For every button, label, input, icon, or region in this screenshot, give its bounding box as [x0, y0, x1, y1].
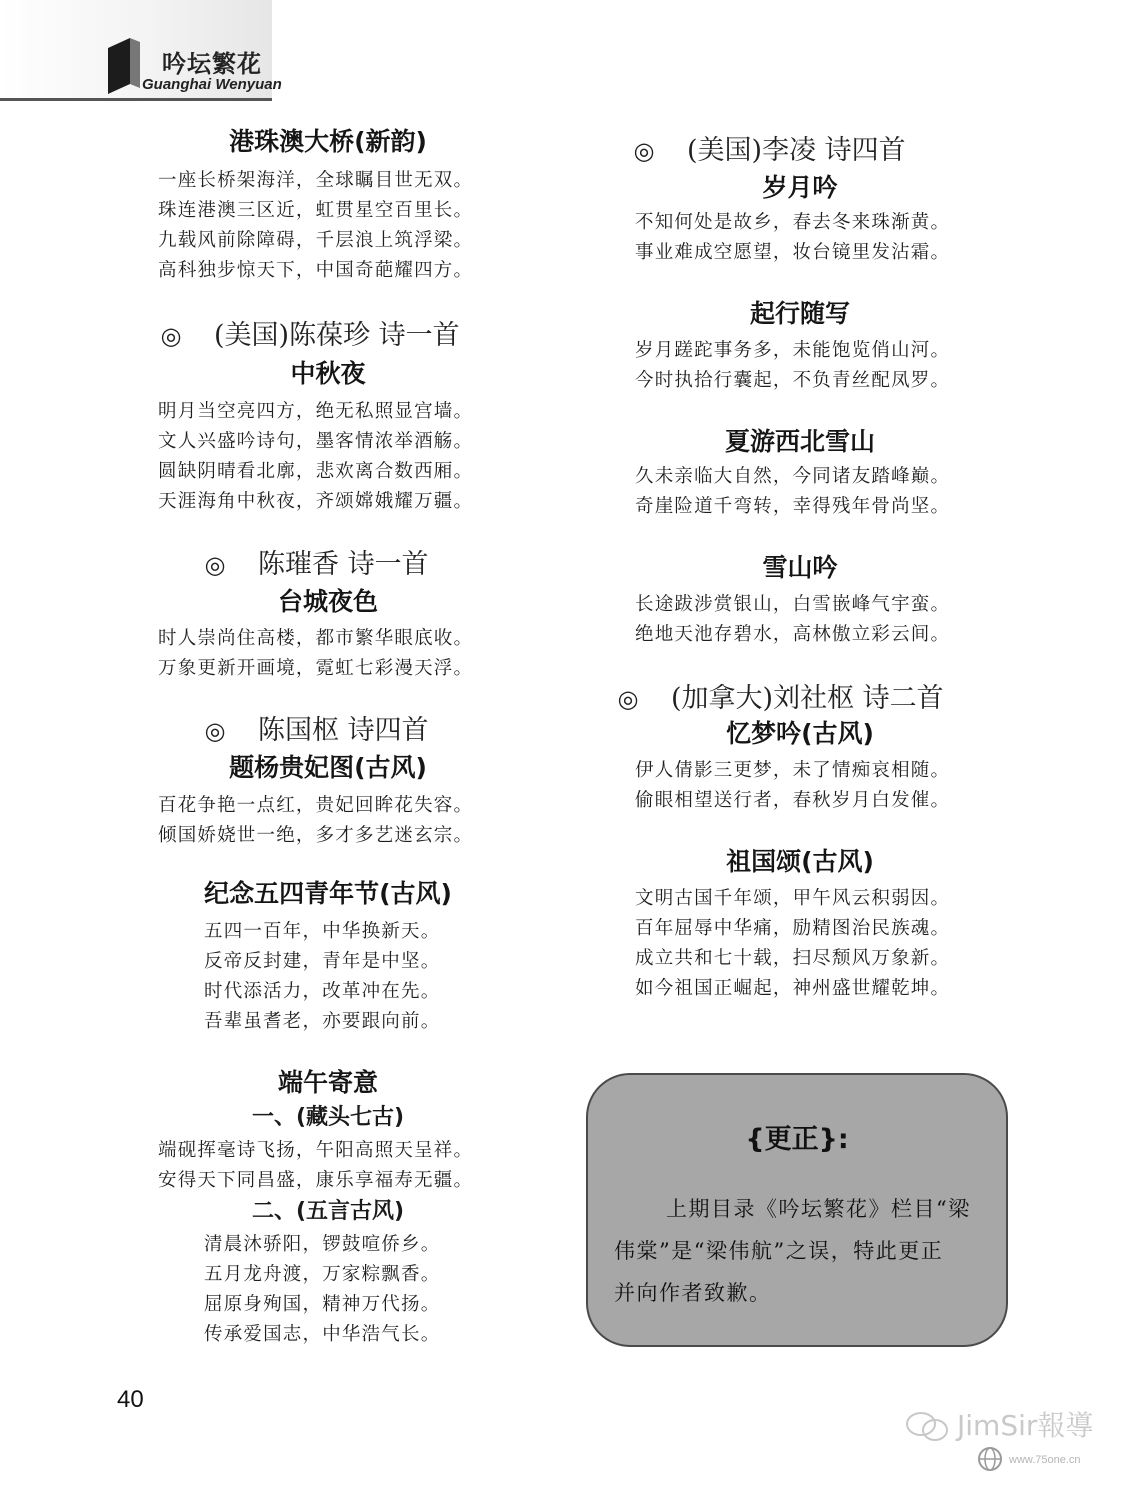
- poem-title: 起行随写: [749, 299, 850, 328]
- poem-title: 祖国颂(古风): [726, 847, 874, 876]
- section-subtitle: Guanghai Wenyuan: [142, 76, 282, 93]
- author-heading: ◎ 陈国枢 诗四首: [202, 708, 429, 747]
- poem-line: 九载风前除障碍，千层浪上筑浮梁。: [158, 230, 474, 251]
- author-heading: ◎ 陈璀香 诗一首: [202, 542, 429, 581]
- poem-line: 文人兴盛吟诗句，墨客情浓举酒觞。: [158, 431, 474, 452]
- poem-title: 岁月吟: [762, 173, 838, 202]
- poem-line: 一座长桥架海洋，全球瞩目世无双。: [158, 170, 474, 191]
- poem-line: 吾辈虽耆老，亦要跟向前。: [204, 1011, 441, 1032]
- poem-line: 成立共和七十载，扫尽颓风万象新。: [635, 948, 951, 969]
- section-title: 吟坛繁花: [162, 50, 262, 78]
- poem-line: 清晨沐骄阳，锣鼓喧侨乡。: [204, 1234, 441, 1255]
- poem-line: 传承爱国志，中华浩气长。: [204, 1324, 441, 1345]
- poem-line: 时人崇尚住高楼，都市繁华眼底收。: [158, 628, 474, 649]
- poem-title: 忆梦吟(古风): [726, 719, 874, 748]
- author-heading: ◎ (加拿大)刘社枢 诗二首: [615, 676, 944, 715]
- page-number: 40: [117, 1386, 144, 1413]
- poem-line: 事业难成空愿望，妆台镜里发沾霜。: [635, 242, 951, 263]
- poem-line: 偷眼相望送行者，春秋岁月白发催。: [635, 790, 951, 811]
- bullseye-icon: ◎: [160, 322, 182, 350]
- correction-line: 伟棠”是“梁伟航”之误，特此更正: [614, 1239, 944, 1263]
- header-rule: [0, 98, 272, 101]
- poem-line: 倾国娇娆世一绝，多才多艺迷玄宗。: [158, 825, 474, 846]
- poem-title: 纪念五四青年节(古风): [204, 879, 452, 908]
- poem-line: 端砚挥毫诗飞扬，午阳高照天呈祥。: [158, 1140, 474, 1161]
- book-logo-icon: [108, 38, 140, 94]
- poem-title: 题杨贵妃图(古风): [229, 753, 427, 782]
- bullseye-icon: ◎: [204, 717, 226, 745]
- poem-title: 夏游西北雪山: [724, 427, 875, 456]
- page-header: [0, 0, 1125, 110]
- poem-line: 百花争艳一点红，贵妃回眸花失容。: [158, 795, 474, 816]
- bullseye-icon: ◎: [617, 685, 639, 713]
- poem-title: 端午寄意: [277, 1068, 378, 1097]
- poem-line: 安得天下同昌盛，康乐享福寿无疆。: [158, 1170, 474, 1191]
- poem-line: 长途跋涉赏银山，白雪嵌峰气宇蛮。: [635, 594, 951, 615]
- poem-line: 屈原身殉国，精神万代扬。: [204, 1294, 441, 1315]
- poem-line: 高科独步惊天下，中国奇葩耀四方。: [158, 260, 474, 281]
- poem-title: 港珠澳大桥(新韵): [229, 127, 427, 156]
- poem-title: 雪山吟: [762, 553, 838, 582]
- poem-line: 文明古国千年颂，甲午风云积弱因。: [635, 888, 951, 909]
- poem-line: 时代添活力，改革冲在先。: [204, 981, 441, 1002]
- correction-line: 并向作者致歉。: [614, 1281, 772, 1305]
- correction-notice: [586, 1073, 1008, 1347]
- poem-subtitle: 一、(藏头七古): [251, 1105, 405, 1130]
- poem-line: 绝地天池存碧水，高林傲立彩云间。: [635, 624, 951, 645]
- poem-line: 久未亲临大自然，今同诸友踏峰巅。: [635, 466, 951, 487]
- poem-line: 如今祖国正崛起，神州盛世耀乾坤。: [635, 978, 951, 999]
- poem-line: 圆缺阴晴看北廓，悲欢离合数西厢。: [158, 461, 474, 482]
- poem-line: 伊人倩影三更梦，未了情痴哀相随。: [635, 760, 951, 781]
- correction-line: 上期目录《吟坛繁花》栏目“梁: [666, 1197, 971, 1221]
- poem-line: 五四一百年，中华换新天。: [204, 921, 441, 942]
- author-heading: ◎ (美国)陈葆珍 诗一首: [158, 313, 460, 352]
- poem-title: 中秋夜: [290, 359, 366, 388]
- poem-title: 台城夜色: [277, 587, 378, 616]
- correction-title: {更正}:: [745, 1124, 849, 1155]
- bullseye-icon: ◎: [204, 551, 226, 579]
- watermark-text: JimSir報導: [957, 1409, 1094, 1442]
- poem-line: 不知何处是故乡，春去冬来珠渐黄。: [635, 212, 951, 233]
- globe-icon: [977, 1446, 1003, 1472]
- poem-line: 今时执拾行囊起，不负青丝配凤罗。: [635, 370, 951, 391]
- author-heading: ◎ (美国)李凌 诗四首: [631, 128, 906, 167]
- watermark-url: www.75one.cn: [1009, 1454, 1081, 1466]
- poem-line: 百年屈辱中华痛，励精图治民族魂。: [635, 918, 951, 939]
- chat-bubble-icon: [905, 1410, 949, 1444]
- poem-line: 珠连港澳三区近，虹贯星空百里长。: [158, 200, 474, 221]
- watermark: [905, 1404, 1120, 1484]
- bullseye-icon: ◎: [633, 137, 655, 165]
- poem-line: 反帝反封建，青年是中坚。: [204, 951, 441, 972]
- poem-line: 岁月蹉跎事务多，未能饱览俏山河。: [635, 340, 951, 361]
- poem-line: 万象更新开画境，霓虹七彩漫天浮。: [158, 658, 474, 679]
- poem-subtitle: 二、(五言古风): [251, 1199, 405, 1224]
- poem-line: 明月当空亮四方，绝无私照显宫墙。: [158, 401, 474, 422]
- poem-line: 五月龙舟渡，万家粽飘香。: [204, 1264, 441, 1285]
- poem-line: 奇崖险道千弯转，幸得残年骨尚坚。: [635, 496, 951, 517]
- poem-line: 天涯海角中秋夜，齐颂嫦娥耀万疆。: [158, 491, 474, 512]
